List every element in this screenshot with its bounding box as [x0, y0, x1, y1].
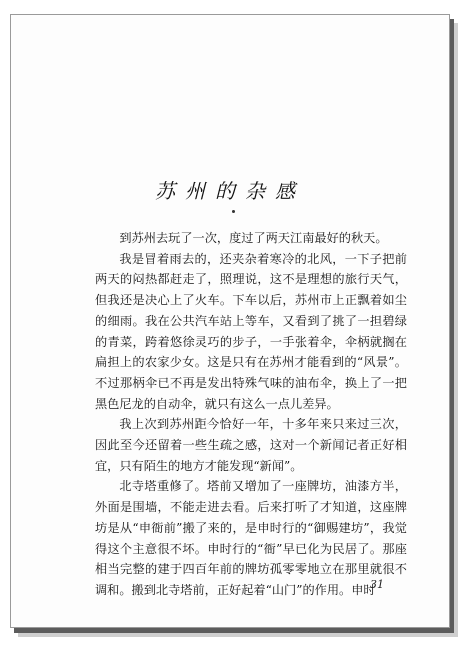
book-page — [10, 14, 450, 628]
paragraph: 到苏州去玩了一次，度过了两天江南最好的秋天。 — [119, 231, 388, 245]
title-ornament-dot — [232, 210, 235, 213]
paragraph: 我是冒着雨去的，还夹杂着寒冷的北风，一下子把前两天的闷热都赶走了，照理说，这不是理想的旅行天气，但我还是决心上了火车。下车以后，苏州市上正飘着如尘的细雨。我在公共汽车站上等车，又看到了挑了一担碧绿的青菜，跨着悠徐灵巧的步子，一手张着伞，伞柄就搁在扁担上的农家少女。这是只有在苏州才能看到的“风景”。不过那柄伞已不再是发出特殊气味的油布伞，换上了一把黑色尼龙的自动伞，就只有这么一点儿差异。 — [95, 251, 407, 411]
page-number: 31 — [370, 578, 384, 591]
chapter-title: 苏州的杂感 — [155, 179, 305, 203]
body-text — [95, 228, 407, 601]
paragraph: 我上次到苏州距今恰好一年，十多年来只来过三次，因此至今还留着一些生疏之感，这对一个新闻记者正好相宜，只有陌生的地方才能发现“新闻”。 — [95, 417, 407, 473]
paragraph: 北寺塔重修了。塔前又增加了一座牌坊，油漆方半，外面是围墙，不能走进去看。后来打听了才知道，这座牌坊是从“申衙前”搬了来的，是申时行的“御赐建坊”，我觉得这个主意很不坏。申时行的“衙”早已化为民居了。那座相当完整的建于四百年前的牌坊孤零零地立在那里就很不调和。搬到北寺塔前，正好起着“山门”的作用。申时 — [95, 479, 407, 597]
